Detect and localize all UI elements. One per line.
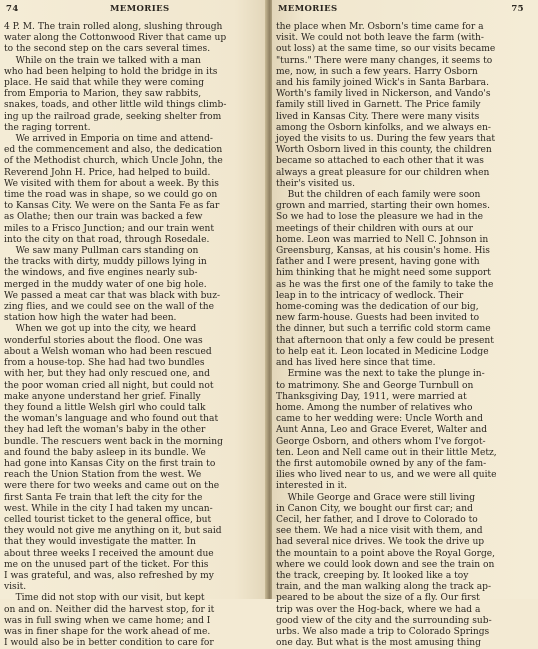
text-line: that they would investigate the matter. In [4,537,196,548]
text-line: they would not give me anything on it, but said [4,526,222,537]
text-line: see them. We had a nice visit with them, and [276,526,483,537]
text-line: to matrimony. She and George Turnbull on [276,380,474,391]
text-line: Time did not stop with our visit, but kept [4,593,205,604]
text-line: home. Among the number of relatives who [276,402,473,413]
text-line: Cecil, her father, and I drove to Colorado to [276,514,478,525]
text-line: We passed a meat car that was black with buz- [4,290,221,301]
text-line: trip was over the Hog-back, where we had a [276,604,481,615]
text-line: among the Osborn kinfolks, and we always en- [276,122,491,133]
text-line: that afternoon that only a few could be present [276,335,494,346]
text-line: I was grateful, and was, also refreshed by my [4,570,214,581]
text-line: make anyone understand her grief. Finally [4,391,201,402]
text-line: grown and married, starting their own homes. [276,201,490,212]
text-line: ten. Leon and Nell came out in their little Metz, [276,447,497,458]
text-line: him thinking that he might need some support [276,268,491,279]
text-line: me on the unused part of the ticket. For this [4,559,209,570]
right-page [272,0,538,649]
text-line: new farm-house. Guests had been invited to [276,313,480,324]
text-line: station how high the water had been. [4,313,177,324]
text-line: While on the train we talked with a man [4,55,201,66]
text-line: visit. We could not both leave the farm (with- [276,33,484,44]
text-line: George Osborn, and others whom I've forgot- [276,436,486,447]
text-line: 4 P. M. The train rolled along, slushing through [4,22,223,32]
text-line: water along the Cottonwood River that came up [4,33,227,44]
text-line: to help eat it. Leon located in Medicine Lodge [276,346,489,357]
text-line: to Kansas City. We were on the Santa Fe as far [4,201,220,212]
text-line: on and on. Neither did the harvest stop, for it [4,604,215,615]
left-page-number: 74 [6,4,19,14]
text-line: interested in it. [276,481,348,492]
text-line: the raging torrent. [4,122,91,133]
text-line: We visited with them for about a week. By this [4,178,219,189]
text-line: Ermine was the next to take the plunge in- [276,369,485,380]
text-line: came to her wedding were: Uncle Worth and [276,414,483,425]
text-line: the place when Mr. Osborn's time came for a [276,22,484,32]
text-line: ilies who lived near to us, and we were all quite [276,470,497,481]
text-line: miles to a Frisco Junction; and our train went [4,223,215,234]
text-line: bundle. The rescuers went back in the morning [4,436,223,447]
text-line: out loss) at the same time, so our visits became [276,44,496,55]
text-line: good view of the city and the surrounding sub- [276,615,492,626]
text-line: first Santa Fe train that left the city for the [4,492,203,503]
text-line: with her, but they had only rescued one, and [4,369,210,380]
text-line: meetings of their children with ours at our [276,223,473,234]
text-line: father and I were present, having gone with [276,257,480,268]
text-line: the woman's language and who found out that [4,414,219,425]
text-line: home. Leon was married to Nell C. Johnson in [276,234,489,245]
text-line: the first automobile owned by any of the fam- [276,458,487,469]
text-line: Thanksgiving Day, 1911, were married at [276,391,467,402]
text-line: about a Welsh woman who had been rescued [4,346,212,357]
text-line: We saw many Pullman cars standing on [4,246,199,257]
text-line: and has lived here since that time. [276,358,436,369]
text-line: into the city on that road, through Rosedale. [4,234,210,245]
right-running-title: MEMORIES [278,4,338,14]
text-line: reach the Union Station from the west. We [4,470,202,481]
text-line: We arrived in Emporia on time and attend- [4,134,214,145]
text-line: as he was the first one of the family to take the [276,279,494,290]
text-line: from Emporia to Marion, they saw rabbits, [4,89,202,100]
text-line: So we had to lose the pleasure we had in the [276,212,484,223]
text-line: the mountain to a point above the Royal Gorge, [276,548,496,559]
text-line: time the road was in shape, so we could go on [4,190,218,201]
text-line: became so attached to each other that it was [276,156,484,167]
text-line: snakes, toads, and other little wild things climb- [4,100,227,111]
text-line: train, and the man walking along the track ap- [276,582,492,593]
text-line: always a great pleasure for our children when [276,167,490,178]
left-page [0,0,267,649]
text-line: about three weeks I received the amount due [4,548,214,559]
text-line: But the children of each family were soon [276,190,481,201]
text-line: While George and Grace were still living [276,492,476,503]
text-line: wonderful stories about the flood. One was [4,335,203,346]
text-line: Worth's family lived in Nickerson, and Vando's [276,89,491,100]
text-line: and found the baby asleep in its bundle. We [4,447,206,458]
text-line: lived in Kansas City. There were many visits [276,111,480,122]
text-line: place. He said that while they were coming [4,78,205,89]
text-line: home-coming was the dedication of our big, [276,302,479,313]
text-line: as Olathe; then our train was backed a few [4,212,203,223]
right-page-text [276,22,497,649]
text-line: had gone into Kansas City on the first train to [4,458,216,469]
text-line: merged in the muddy water of one big hole. [4,279,207,290]
text-line: me, now, in such a few years. Harry Osborn [276,66,478,77]
text-line: Greensburg, Kansas, at his cousin's home. His [276,246,490,257]
text-line: ed the commencement and also, the dedication [4,145,223,156]
text-line: When we got up into the city, we heard [4,324,197,335]
text-line: I would also be in better condition to care for [4,638,214,649]
text-line: in Canon City, we bought our first car; and [276,503,473,514]
text-line: their's visited us. [276,178,355,189]
text-line: Aunt Anna, Leo and Grace Everet, Walter and [276,425,488,436]
text-line: to the second step on the cars several times. [4,44,211,55]
text-line: where we could look down and see the train on [276,559,495,570]
text-line: zing flies, and we could see on the wall of the [4,302,215,313]
text-line: the tracks with dirty, muddy pillows lying in [4,257,207,268]
text-line: the dinner, but such a terrific cold storm came [276,324,491,335]
text-line: family still lived in Garnett. The Price family [276,100,481,111]
text-line: the track, creeping by. It looked like a toy [276,570,469,581]
text-line: was in full swing when we came home; and I [4,615,211,626]
text-line: leap in to the intricacy of wedlock. Their [276,290,464,301]
text-line: west. While in the city I had taken my uncan- [4,503,213,514]
text-line: peared to be about the size of a fly. Our first [276,593,480,604]
text-line: celled tourist ticket to the general office, but [4,514,212,525]
text-line: they had left the woman's baby in the other [4,425,206,436]
text-line: joyed the visits to us. During the few years that [276,134,496,145]
text-line: the windows, and five engines nearly sub- [4,268,198,279]
text-line: were there for two weeks and came out on the [4,481,220,492]
text-line: had several nice drives. We took the drive up [276,537,485,548]
text-line: ing up the railroad grade, seeking shelter from [4,111,222,122]
text-line: they found a little Welsh girl who could talk [4,402,206,413]
text-line: visit. [4,582,27,593]
text-line: urbs. We also made a trip to Colorado Springs [276,626,490,637]
text-line: one day. But what is the most amusing thing [276,638,481,649]
left-running-title: MEMORIES [110,4,170,14]
text-line: was in finer shape for the work ahead of me. [4,626,211,637]
text-line: from a house-top. She had had two bundles [4,358,205,369]
text-line: of the Methodist church, which Uncle John, the [4,156,223,167]
right-page-number: 75 [511,4,524,14]
text-line: who had been helping to hold the bridge in its [4,66,218,77]
text-line: "turns." There were many changes, it seems to [276,55,493,66]
text-line: the poor woman cried all night, but could not [4,380,214,391]
text-line: Worth Osborn lived in this county, the children [276,145,492,156]
left-page-text [4,22,226,649]
text-line: Reverend John H. Price, had helped to build. [4,167,211,178]
text-line: and his family joined Wick's in Santa Barbara. [276,78,489,89]
